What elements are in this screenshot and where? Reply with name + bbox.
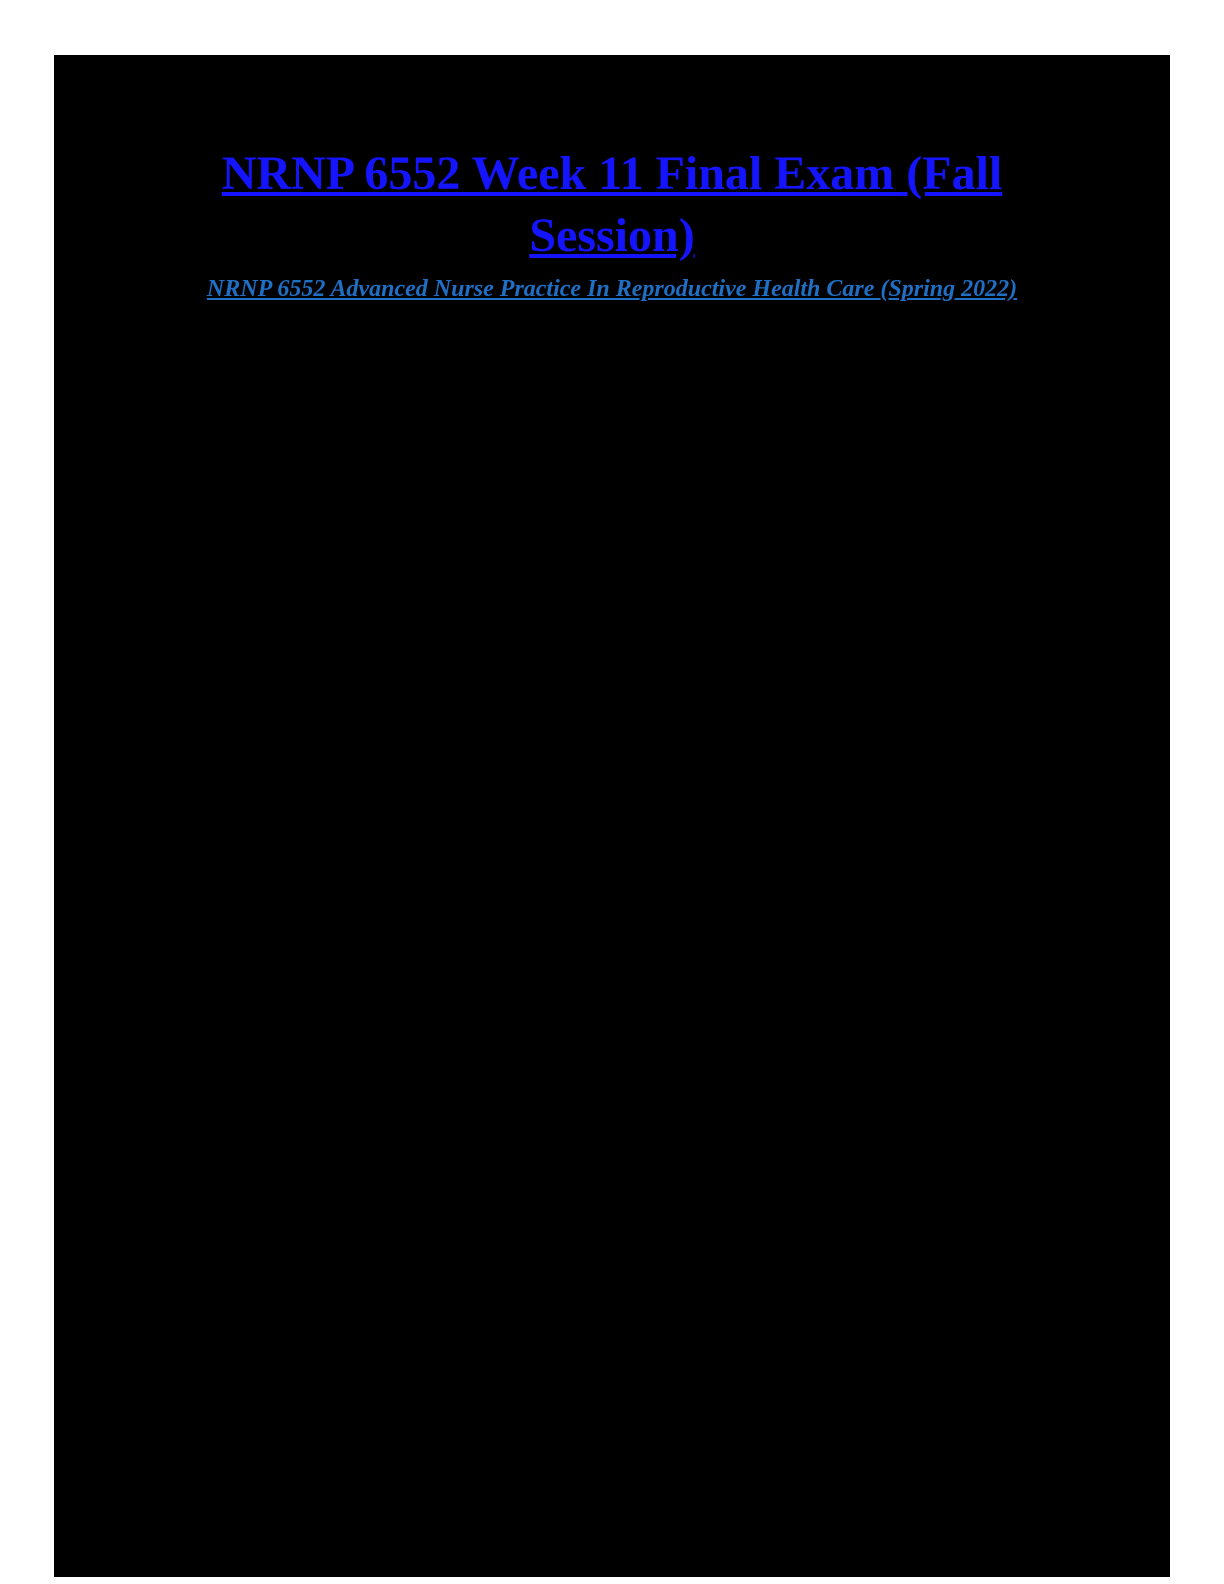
document-subtitle-link[interactable]: NRNP 6552 Advanced Nurse Practice In Reproductive Health Care (Spring 2022) xyxy=(206,276,1018,302)
document-title-link[interactable]: NRNP 6552 Week 11 Final Exam (Fall Session) xyxy=(221,147,1003,262)
document-page xyxy=(54,55,1170,1577)
